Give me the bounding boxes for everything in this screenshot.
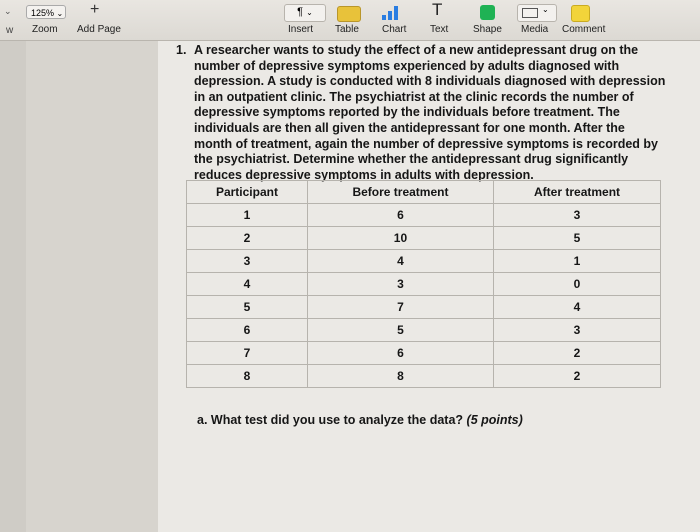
add-page-button[interactable]: Add Page [77,24,121,35]
table-cell: 5 [307,319,493,342]
text-icon[interactable]: T [432,0,443,19]
table-cell: 5 [494,227,661,250]
chart-label: Chart [382,24,407,35]
table-cell: 4 [494,296,661,319]
table-cell: 5 [187,296,308,319]
table-icon[interactable] [337,6,361,22]
add-page-icon[interactable]: + [90,1,100,18]
table-cell: 4 [187,273,308,296]
table-row [187,342,661,365]
media-label: Media [521,24,549,35]
chevron-down-icon: ⌄ [306,8,313,17]
table-cell: 3 [494,319,661,342]
shape-icon[interactable] [480,5,495,20]
image-icon [522,8,538,18]
table-header-cell: Participant [187,181,308,204]
table-cell: 0 [494,273,661,296]
zoom-select[interactable] [26,5,66,19]
table-cell: 6 [307,342,493,365]
table-cell: 10 [307,227,493,250]
table-cell: 8 [187,365,308,388]
table-cell: 2 [187,227,308,250]
table-cell: 3 [494,204,661,227]
data-table[interactable] [186,180,661,388]
table-cell: 8 [307,365,493,388]
shape-label: Shape [473,24,502,35]
chevron-down-icon[interactable]: ⌄ [4,6,12,16]
table-header-cell: After treatment [494,181,661,204]
table-row [187,319,661,342]
table-row [187,365,661,388]
table-header-row [187,181,661,204]
table-cell: 6 [307,204,493,227]
page-sidebar [26,41,168,532]
question-block [176,43,666,183]
pilcrow-icon: ¶ [297,6,304,18]
table-cell: 3 [307,273,493,296]
subquestion-text: What test did you use to analyze the data? [210,413,464,427]
table-cell: 2 [494,365,661,388]
table-header-cell: Before treatment [307,181,493,204]
zoom-value: 125% [31,8,55,18]
table-cell: 4 [307,250,493,273]
table-row [187,204,661,227]
table-row [187,250,661,273]
subquestion-prefix: a. [197,413,208,427]
table-label: Table [335,24,359,35]
comment-icon[interactable] [571,5,590,22]
table-row [187,227,661,250]
subquestion-points: (5 points) [466,413,523,427]
table-cell: 1 [187,204,308,227]
zoom-label: Zoom [32,24,58,35]
table-cell: 7 [307,296,493,319]
chart-icon[interactable] [380,4,402,20]
chevron-down-icon: ⌄ [542,5,549,14]
table-cell: 3 [187,250,308,273]
table-row [187,296,661,319]
partial-toolbar-label: w [6,25,14,36]
comment-label: Comment [562,24,606,35]
table-cell: 7 [187,342,308,365]
table-cell: 2 [494,342,661,365]
table-cell: 1 [494,250,661,273]
chevron-down-icon: ⌄ [56,9,64,18]
text-label: Text [430,24,449,35]
insert-button[interactable] [284,4,326,22]
insert-label: Insert [288,24,314,35]
left-gutter [0,41,26,532]
media-button[interactable] [517,4,557,22]
subquestion [197,413,523,427]
toolbar [0,0,700,41]
question-number: 1. [176,43,187,57]
table-cell: 6 [187,319,308,342]
question-text: A researcher wants to study the effect of a new antidepressant drug on the number of depressive symptoms experienced by adults diagnosed with depression. A study is conducted with 8 individuals diagnosed with depression in an outpatient clinic. The psychiatrist at the clinic records the number of depressive symptoms reported by the individuals before treatment. The individuals are then all given the antidepressant for one month. After the month of treatment, again the number of depressive symptoms is recorded by the psychiatrist. Determine whether the antidepressant drug significantly reduces depressive symptoms in adults with depression. [194,43,666,182]
table-row [187,273,661,296]
